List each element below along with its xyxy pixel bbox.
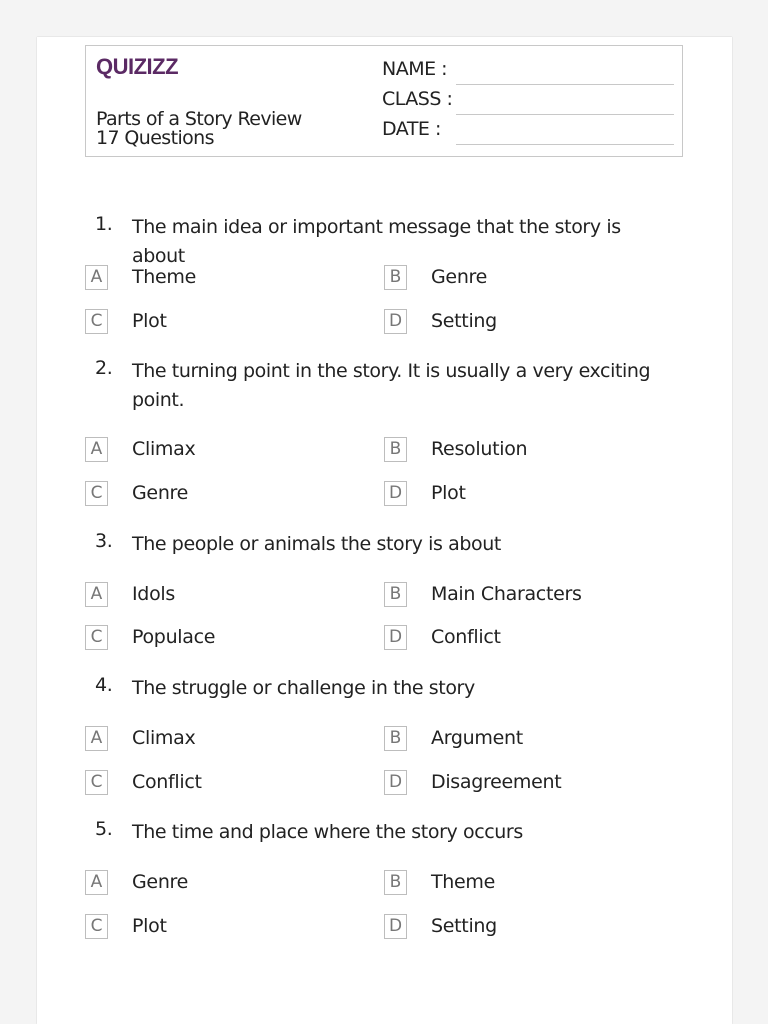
option-b-text: Argument: [431, 727, 523, 749]
option-d-box[interactable]: D: [384, 625, 407, 650]
question-number: 3.: [95, 530, 113, 552]
option-d-text: Plot: [431, 482, 466, 504]
option-c-text: Plot: [132, 310, 167, 332]
option-b-box[interactable]: B: [384, 870, 407, 895]
option-a-box[interactable]: A: [85, 265, 108, 290]
option-c-box[interactable]: C: [85, 914, 108, 939]
worksheet-page: [37, 37, 732, 1024]
question-number: 5.: [95, 818, 113, 840]
option-c-text: Populace: [132, 626, 216, 648]
question-number: 2.: [95, 357, 113, 379]
option-b-text: Main Characters: [431, 583, 582, 605]
option-c-box[interactable]: C: [85, 481, 108, 506]
worksheet-header: [85, 45, 683, 157]
option-a-box[interactable]: A: [85, 870, 108, 895]
option-b-box[interactable]: B: [384, 726, 407, 751]
option-d-box[interactable]: D: [384, 309, 407, 334]
option-d-text: Setting: [431, 310, 497, 332]
option-d-text: Setting: [431, 915, 497, 937]
class-line: [456, 114, 674, 115]
option-b-box[interactable]: B: [384, 265, 407, 290]
option-c-box[interactable]: C: [85, 309, 108, 334]
option-b-box[interactable]: B: [384, 437, 407, 462]
question-count: 17 Questions: [96, 127, 214, 149]
option-a-text: Theme: [132, 266, 197, 288]
date-label: DATE :: [382, 118, 441, 140]
question-number: 1.: [95, 213, 113, 235]
question-text: The main idea or important message that the story is about: [132, 216, 621, 267]
option-c-box[interactable]: C: [85, 770, 108, 795]
question-number: 4.: [95, 674, 113, 696]
name-label: NAME :: [382, 58, 448, 80]
quizizz-logo: QUIZIZZ: [96, 54, 179, 79]
date-line: [456, 144, 674, 145]
worksheet-title: Parts of a Story Review: [96, 108, 302, 130]
option-a-text: Climax: [132, 727, 196, 749]
option-b-text: Resolution: [431, 438, 528, 460]
option-a-text: Climax: [132, 438, 196, 460]
option-a-box[interactable]: A: [85, 726, 108, 751]
option-b-text: Genre: [431, 266, 488, 288]
option-d-text: Conflict: [431, 626, 501, 648]
class-label: CLASS :: [382, 88, 453, 110]
option-d-box[interactable]: D: [384, 770, 407, 795]
option-c-text: Conflict: [132, 771, 202, 793]
option-c-box[interactable]: C: [85, 625, 108, 650]
option-a-box[interactable]: A: [85, 582, 108, 607]
option-d-box[interactable]: D: [384, 914, 407, 939]
question-text: The time and place where the story occurs: [132, 821, 523, 843]
question-text: The people or animals the story is about: [132, 533, 501, 555]
option-b-text: Theme: [431, 871, 496, 893]
option-a-text: Genre: [132, 871, 189, 893]
option-c-text: Plot: [132, 915, 167, 937]
option-a-text: Idols: [132, 583, 175, 605]
option-b-box[interactable]: B: [384, 582, 407, 607]
option-a-box[interactable]: A: [85, 437, 108, 462]
option-d-text: Disagreement: [431, 771, 562, 793]
option-c-text: Genre: [132, 482, 189, 504]
name-line: [456, 84, 674, 85]
question-text: The struggle or challenge in the story: [132, 677, 475, 699]
option-d-box[interactable]: D: [384, 481, 407, 506]
question-text: The turning point in the story. It is usually a very exciting point.: [132, 360, 651, 411]
